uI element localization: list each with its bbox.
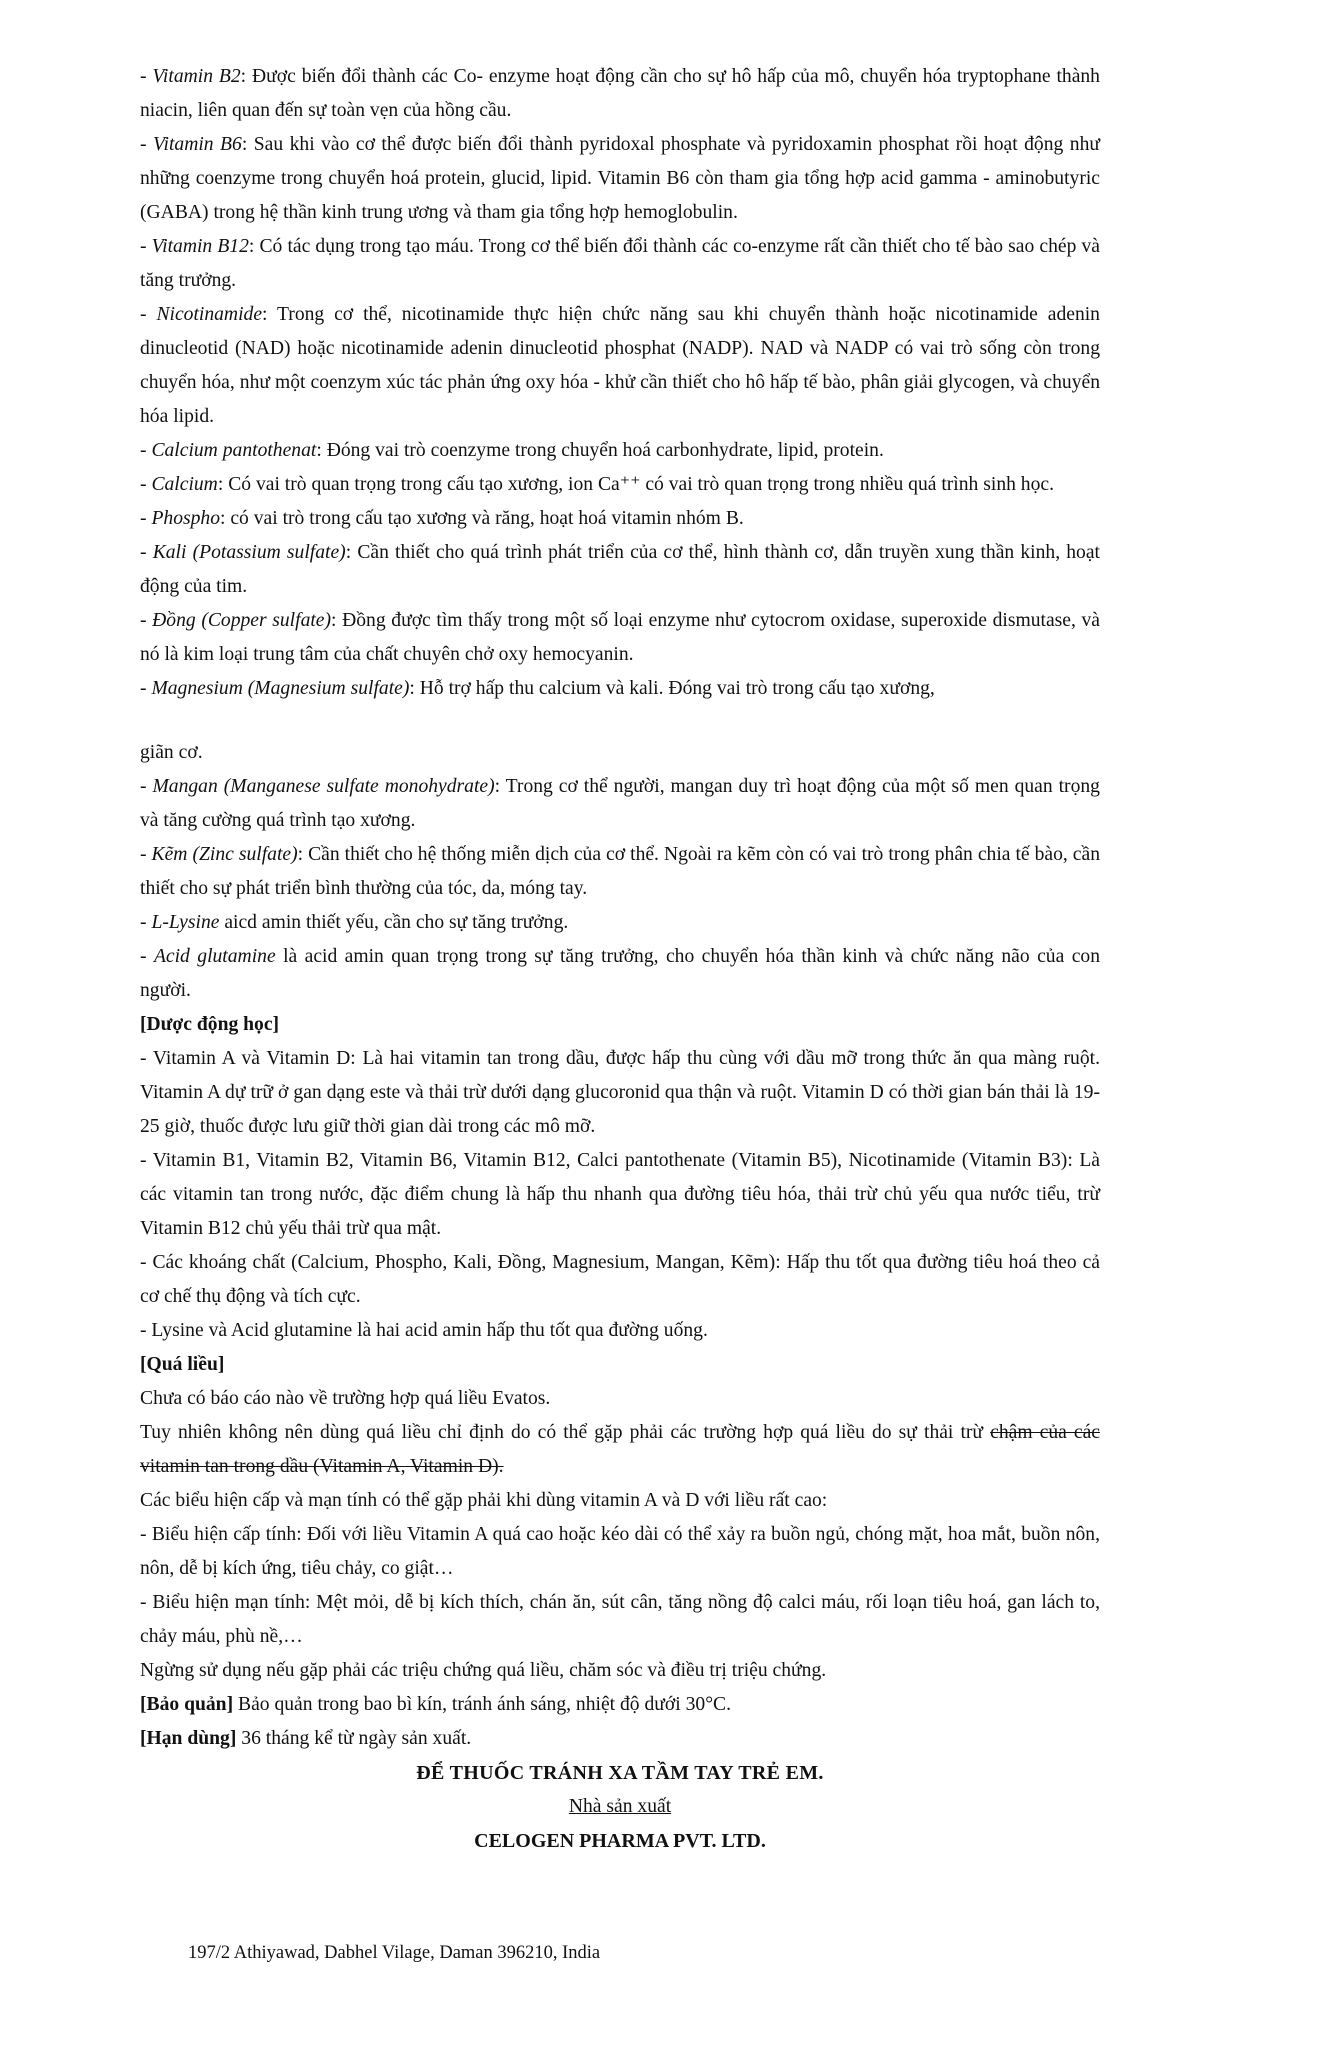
expiry-line [140,1722,1100,1756]
composition-text: Đồng được tìm thấy trong một số loại enzyme như cytocrom oxidase, superoxide dismutase, và nó là kim loại trung tâm của chất chuyên chở oxy hemocyanin. [140,610,1100,665]
document-body [140,60,1100,1858]
composition-term: Phospho [151,508,221,529]
composition-item: - Vitamin B2: Được biến đổi thành các Co- enzyme hoạt động cần cho sự hô hấp của mô, chuyển hóa tryptophane thành niacin, liên quan đến sự toàn vẹn của hồng cầu. [140,66,1100,121]
composition-item: - Calcium: Có vai trò quan trọng trong cấu tạo xương, ion Ca⁺⁺ có vai trò quan trọng trong nhiều quá trình sinh học. [140,474,1054,495]
pharmacokinetics-item: - Các khoáng chất (Calcium, Phospho, Kali, Đồng, Magnesium, Mangan, Kẽm): Hấp thu tốt qua đường tiêu hoá theo cả cơ chế thụ động và tích cực. [140,1252,1100,1307]
storage-line [140,1688,1100,1722]
pharmacokinetics-heading: [Dược động học] [140,1014,280,1035]
overdose-line1: Chưa có báo cáo nào về trường hợp quá liều Evatos. [140,1388,551,1409]
manufacturer-label-line [140,1790,1100,1824]
composition-text: có vai trò trong cấu tạo xương và răng, hoạt hoá vitamin nhóm B. [230,508,744,529]
manufacturer-name: CELOGEN PHARMA PVT. LTD. [474,1830,766,1852]
composition-text: là acid amin quan trọng trong sự tăng trưởng, cho chuyển hóa thần kinh và chức năng não của con người. [140,946,1100,1001]
composition-text: Cần thiết cho quá trình phát triển của cơ thể, hình thành cơ, dẫn truyền xung thần kinh, hoạt động của tim. [140,542,1100,597]
composition-term: Kali (Potassium sulfate) [152,542,346,563]
overdose-line3: Các biểu hiện cấp và mạn tính có thể gặp phải khi dùng vitamin A và D với liều rất cao: [140,1490,828,1511]
composition-text: Được biến đổi thành các Co- enzyme hoạt động cần cho sự hô hấp của mô, chuyển hóa tryptophane thành niacin, liên quan đến sự toàn vẹn của hồng cầu. [140,66,1100,121]
overdose-heading: [Quá liều] [140,1354,225,1375]
composition-term: Vitamin B12 [151,236,249,257]
overdose-line2: Tuy nhiên không nên dùng quá liều chỉ định do có thể gặp phải các trường hợp quá liều do sự thải trừ chậm của các vitamin tan trong dầu (Vitamin A, Vitamin D). [140,1422,1100,1477]
composition-term: Nicotinamide [156,304,263,325]
composition-text: giãn cơ. [140,742,203,763]
manufacturer-label: Nhà sản xuất [568,1796,672,1817]
composition-text: Đóng vai trò coenzyme trong chuyển hoá carbonhydrate, lipid, protein. [326,440,884,461]
composition-item: - Kẽm (Zinc sulfate): Cần thiết cho hệ thống miễn dịch của cơ thể. Ngoài ra kẽm còn có vai trò trong phân chia tế bào, cần thiết cho sự phát triển bình thường của tóc, da, móng tay. [140,844,1101,899]
composition-text: Sau khi vào cơ thể được biến đổi thành pyridoxal phosphate và pyridoxamin phosphat rồi hoạt động như những coenzyme trong chuyển hoá protein, glucid, lipid. Vitamin B6 còn tham gia tổng hợp acid gamma - aminobutyric (GABA) trong hệ thần kinh trung ương và tham gia tổng hợp hemoglobulin. [140,134,1100,223]
expiry-text: 36 tháng kể từ ngày sản xuất. [236,1728,472,1749]
composition-item: - Nicotinamide: Trong cơ thể, nicotinamide thực hiện chức năng sau khi chuyển thành hoặc nicotinamide adenin dinucleotid (NAD) hoặc nicotinamide adenin dinucleotid phosphat (NADP). NAD và NADP có vai trò sống còn trong chuyển hóa, như một coenzym xúc tác phản ứng oxy hóa - khử cần thiết cho hô hấp tế bào, phân giải glycogen, và chuyển hóa lipid. [140,304,1100,427]
overdose-line2-struck: chậm của các vitamin tan trong dầu (Vitamin A, Vitamin D). [140,1422,1100,1477]
composition-text: Có tác dụng trong tạo máu. Trong cơ thể biến đổi thành các co-enzyme rất cần thiết cho tế bào sao chép và tăng trưởng. [140,236,1100,291]
composition-text: Trong cơ thể, nicotinamide thực hiện chức năng sau khi chuyển thành hoặc nicotinamide adenin dinucleotid (NAD) hoặc nicotinamide adenin dinucleotid phosphat (NADP). NAD và NADP có vai trò sống còn trong chuyển hóa, như một coenzym xúc tác phản ứng oxy hóa - khử cần thiết cho hô hấp tế bào, phân giải glycogen, và chuyển hóa lipid. [140,304,1100,427]
composition-term: Calcium pantothenat [151,440,317,461]
composition-text: Hỗ trợ hấp thu calcium và kali. Đóng vai trò trong cấu tạo xương, [419,678,935,699]
composition-term: Magnesium (Magnesium sulfate) [151,678,410,699]
composition-item: - Magnesium (Magnesium sulfate): Hỗ trợ hấp thu calcium và kali. Đóng vai trò trong cấu tạo xương, [140,678,935,699]
composition-item: - Phospho: có vai trò trong cấu tạo xương và răng, hoạt hoá vitamin nhóm B. [140,508,744,529]
composition-item: - Calcium pantothenat: Đóng vai trò coenzyme trong chuyển hoá carbonhydrate, lipid, protein. [140,440,884,461]
composition-item: - Kali (Potassium sulfate): Cần thiết cho quá trình phát triển của cơ thể, hình thành cơ, dẫn truyền xung thần kinh, hoạt động của tim. [140,542,1100,597]
composition-item: - Acid glutamine là acid amin quan trọng trong sự tăng trưởng, cho chuyển hóa thần kinh và chức năng não của con người. [140,946,1100,1001]
pharmacokinetics-list [140,1042,1100,1348]
composition-item: - Mangan (Manganese sulfate monohydrate): Trong cơ thể người, mangan duy trì hoạt động của một số men quan trọng và tăng cường quá trình tạo xương. [140,776,1100,831]
child-warning: ĐỂ THUỐC TRÁNH XA TẦM TAY TRẺ EM. [416,1762,824,1784]
composition-term: Calcium [151,474,218,495]
composition-term: L-Lysine [151,912,220,933]
pharmacokinetics-item: - Vitamin B1, Vitamin B2, Vitamin B6, Vitamin B12, Calci pantothenate (Vitamin B5), Nicotinamide (Vitamin B3): Là các vitamin tan trong nước, đặc điểm chung là hấp thu nhanh qua đường tiêu hóa, thải trừ chủ yếu qua nước tiểu, trừ Vitamin B12 chủ yếu thải trừ qua mật. [140,1150,1100,1239]
overdose-chronic: - Biểu hiện mạn tính: Mệt mỏi, dễ bị kích thích, chán ăn, sút cân, tăng nồng độ calci máu, rối loạn tiêu hoá, gan lách to, chảy máu, phù nề,… [140,1592,1100,1647]
overdose-stop: Ngừng sử dụng nếu gặp phải các triệu chứng quá liều, chăm sóc và điều trị triệu chứng. [140,1660,827,1681]
composition-term: Kẽm (Zinc sulfate) [151,844,298,865]
manufacturer-address: 197/2 Athiyawad, Dabhel Vilage, Daman 396210, India [188,1943,601,1963]
composition-term: Acid glutamine [153,946,276,967]
composition-item: - Đồng (Copper sulfate): Đồng được tìm thấy trong một số loại enzyme như cytocrom oxidase, superoxide dismutase, và nó là kim loại trung tâm của chất chuyên chở oxy hemocyanin. [140,610,1100,665]
composition-term: Đồng (Copper sulfate) [152,610,332,631]
composition-term: Vitamin B6 [153,134,242,155]
pharmacokinetics-item: - Lysine và Acid glutamine là hai acid amin hấp thu tốt qua đường uống. [140,1320,708,1341]
composition-item: - Vitamin B6: Sau khi vào cơ thể được biến đổi thành pyridoxal phosphate và pyridoxamin phosphat rồi hoạt động như những coenzyme trong chuyển hoá protein, glucid, lipid. Vitamin B6 còn tham gia tổng hợp acid gamma - aminobutyric (GABA) trong hệ thần kinh trung ương và tham gia tổng hợp hemoglobulin. [140,134,1100,223]
composition-term: Vitamin B2 [152,66,241,87]
pharmacokinetics-item: - Vitamin A và Vitamin D: Là hai vitamin tan trong dầu, được hấp thu cùng với dầu mỡ trong thức ăn qua màng ruột. Vitamin A dự trữ ở gan dạng este và thải trừ dưới dạng glucoronid qua thận và ruột. Vitamin D có thời gian bán thải là 19-25 giờ, thuốc được lưu giữ thời gian dài trong các mô mỡ. [140,1048,1100,1137]
storage-label: [Bảo quản] [140,1694,234,1715]
composition-section [140,60,1100,1008]
composition-text: Cần thiết cho hệ thống miễn dịch của cơ thể. Ngoài ra kẽm còn có vai trò trong phân chia tế bào, cần thiết cho sự phát triển bình thường của tóc, da, móng tay. [140,844,1101,899]
composition-text: aicd amin thiết yếu, cần cho sự tăng trưởng. [224,912,569,933]
composition-text: Có vai trò quan trọng trong cấu tạo xương, ion Ca⁺⁺ có vai trò quan trọng trong nhiều quá trình sinh học. [228,474,1054,495]
expiry-label: [Hạn dùng] [140,1728,237,1749]
overdose-acute: - Biểu hiện cấp tính: Đối với liều Vitamin A quá cao hoặc kéo dài có thể xảy ra buồn ngủ, chóng mặt, hoa mắt, buồn nôn, nôn, dễ bị kích ứng, tiêu chảy, co giật… [140,1524,1100,1579]
composition-item: - L-Lysine aicd amin thiết yếu, cần cho sự tăng trưởng. [140,912,569,933]
storage-text: Bảo quản trong bao bì kín, tránh ánh sáng, nhiệt độ dưới 30°C. [233,1694,732,1715]
composition-item: - Vitamin B12: Có tác dụng trong tạo máu. Trong cơ thể biến đổi thành các co-enzyme rất cần thiết cho tế bào sao chép và tăng trưởng. [140,236,1100,291]
composition-text: Trong cơ thể người, mangan duy trì hoạt động của một số men quan trọng và tăng cường quá trình tạo xương. [140,776,1100,831]
composition-term: Mangan (Manganese sulfate monohydrate) [152,776,495,797]
composition-item [140,736,1100,770]
